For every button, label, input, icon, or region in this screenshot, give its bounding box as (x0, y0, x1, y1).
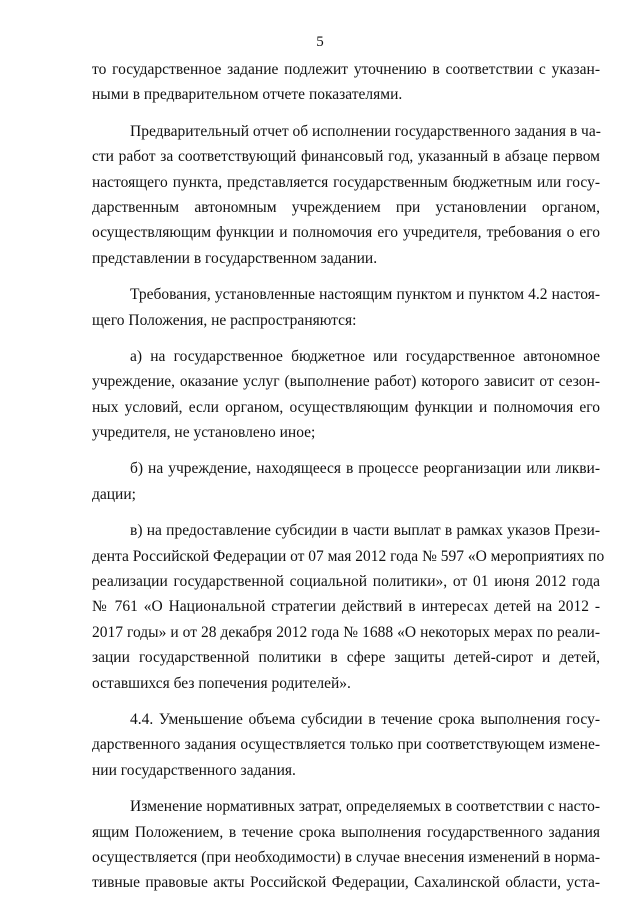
text-line: то государственное задание подлежит уточнению в соответствии с указан- (92, 61, 600, 78)
text-line: реализации государственной социальной политики», от 01 июня 2012 года (92, 573, 600, 591)
text-line: Изменение нормативных затрат, определяемых в соответствии с насто- (130, 798, 600, 816)
text-line: оставшихся без попечения родителей». (92, 674, 351, 692)
text-line: б) на учреждение, находящееся в процессе реорганизации или ликви- (130, 460, 600, 478)
text-line: щего Положения, не распространяются: (92, 311, 357, 329)
paragraph (92, 456, 600, 507)
text-line: Требования, установленные настоящим пунктом и пунктом 4.2 настоя- (130, 286, 600, 304)
text-line: ными в предварительном отчете показателями. (92, 86, 403, 104)
paragraph-gap (92, 783, 600, 794)
text-line: ящим Положением, в течение срока выполнения государственного задания (92, 823, 600, 841)
paragraph-gap (92, 333, 600, 344)
text-line: учредителя, не установлено иное; (92, 424, 316, 442)
text-line: 4.4. Уменьшение объема субсидии в течение срока выполнения госу- (130, 710, 600, 728)
text-line: дарственного задания осуществляется только при соответствующем измене- (92, 736, 600, 754)
text-line: а) на государственное бюджетное или государственное автономное (130, 347, 600, 365)
text-line: Предварительный отчет об исполнении государственного задания в ча- (130, 122, 601, 140)
text-line: настоящего пункта, представляется государственным бюджетным или госу- (92, 173, 600, 191)
text-line: осуществляется (при необходимости) в случае внесения изменений в норма- (92, 848, 600, 866)
page-number: 5 (316, 34, 324, 50)
text-line: представлении в государственном задании. (92, 249, 378, 267)
paragraph-gap (92, 271, 600, 282)
text-line: 2017 годы» и от 28 декабря 2012 года № 1688 «О некоторых мерах по реали- (92, 623, 600, 641)
text-line: дарственным автономным учреждением при установлении органом, (92, 198, 600, 216)
paragraph (92, 119, 600, 271)
text-line: сти работ за соответствующий финансовый год, указанный в абзаце первом (92, 148, 600, 166)
text-line: тивные правовые акты Российской Федерации, Сахалинской области, уста- (92, 874, 600, 892)
paragraph-gap (92, 445, 600, 456)
text-line: нии государственного задания. (92, 761, 296, 779)
paragraph (92, 282, 600, 333)
text-line: учреждение, оказание услуг (выполнение работ) которого зависит от сезон- (92, 373, 600, 391)
document-body (92, 57, 605, 896)
text-line: осуществляющим функции и полномочия его учредителя, требования о его (92, 224, 600, 242)
text-line: № 761 «О Национальной стратегии действий в интересах детей на 2012 - (92, 598, 600, 616)
text-line: ных условий, если органом, осуществляющим функции и полномочия его (92, 398, 600, 416)
text-line: зации государственной политики в сфере защиты детей-сирот и детей, (92, 649, 600, 667)
paragraph-gap (92, 696, 600, 707)
paragraph-gap (92, 108, 600, 119)
text-line: дации; (92, 485, 136, 503)
paragraph (92, 57, 600, 108)
paragraph-gap (92, 507, 600, 518)
paragraph (92, 794, 600, 896)
paragraph (92, 518, 605, 696)
text-line: в) на предоставление субсидии в части выплат в рамках указов Прези- (130, 522, 600, 540)
paragraph (92, 344, 600, 446)
paragraph (92, 707, 600, 783)
text-line: дента Российской Федерации от 07 мая 2012 года № 597 «О мероприятиях по (92, 547, 605, 565)
